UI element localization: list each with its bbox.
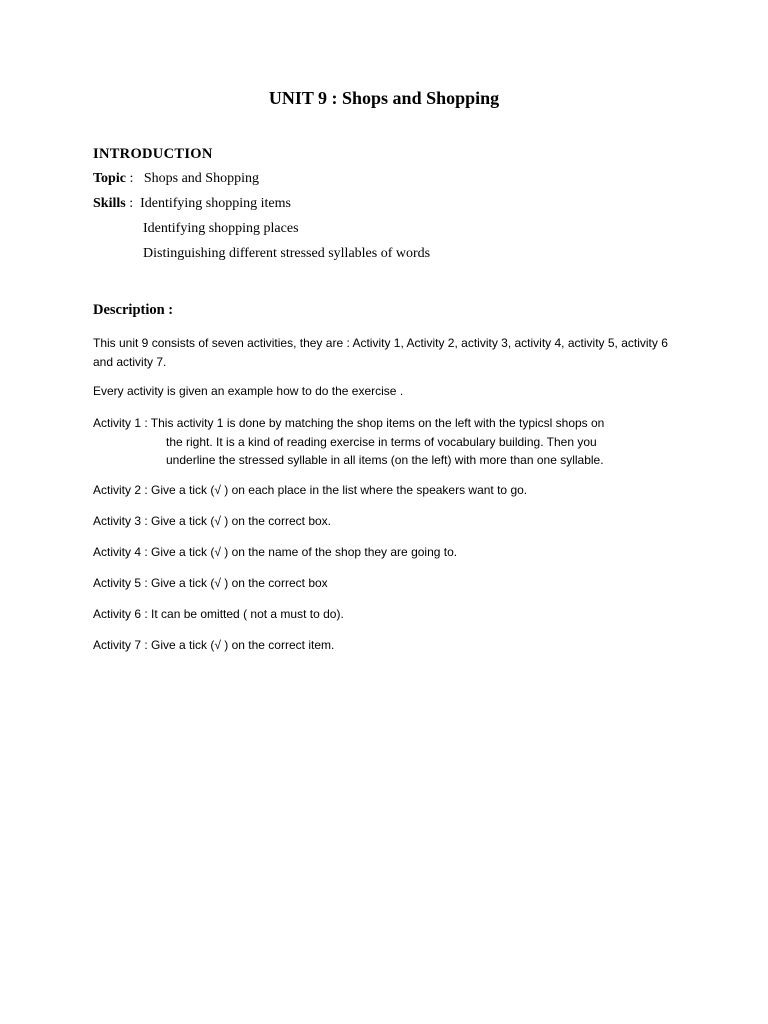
activity-2: Activity 2 : Give a tick (√ ) on each place in the list where the speakers want to go.: [93, 483, 528, 497]
description-paragraph: Every activity is given an example how to do the exercise .: [93, 384, 404, 398]
topic-label: Topic: [93, 171, 126, 186]
activity-6: Activity 6 : It can be omitted ( not a must to do).: [93, 607, 344, 621]
skill-item: Distinguishing different stressed syllables of words: [143, 246, 431, 261]
introduction-heading: INTRODUCTION: [93, 146, 213, 162]
page-title: UNIT 9 : Shops and Shopping: [268, 88, 500, 108]
skill-item: Identifying shopping items: [140, 196, 291, 211]
skills-row: [93, 196, 291, 212]
activity-1-line: the right. It is a kind of reading exercise in terms of vocabulary building. Then you: [166, 434, 597, 449]
description-paragraph: This unit 9 consists of seven activities, they are : Activity 1, Activity 2, activity 3, activity 4, activity 5, activity 6 and activity 7.: [93, 336, 668, 369]
topic-value: Shops and Shopping: [143, 171, 259, 186]
topic-separator: :: [125, 171, 144, 186]
activity-1: [93, 414, 683, 470]
activity-3: Activity 3 : Give a tick (√ ) on the correct box.: [93, 514, 331, 528]
activity-1-line: Activity 1 : This activity 1 is done by matching the shop items on the left with the typicsl shops on: [93, 416, 605, 430]
activity-7: Activity 7 : Give a tick (√ ) on the correct item.: [93, 638, 335, 652]
skills-separator: :: [125, 196, 141, 211]
activity-1-line: underline the stressed syllable in all items (on the left) with more than one syllable.: [166, 453, 604, 467]
skills-label: Skills: [93, 196, 126, 211]
topic-row: [93, 171, 259, 187]
activity-4: Activity 4 : Give a tick (√ ) on the name of the shop they are going to.: [93, 545, 458, 559]
skill-item: Identifying shopping places: [143, 221, 299, 236]
description-heading: Description :: [93, 302, 174, 318]
activity-5: Activity 5 : Give a tick (√ ) on the correct box: [93, 576, 328, 590]
